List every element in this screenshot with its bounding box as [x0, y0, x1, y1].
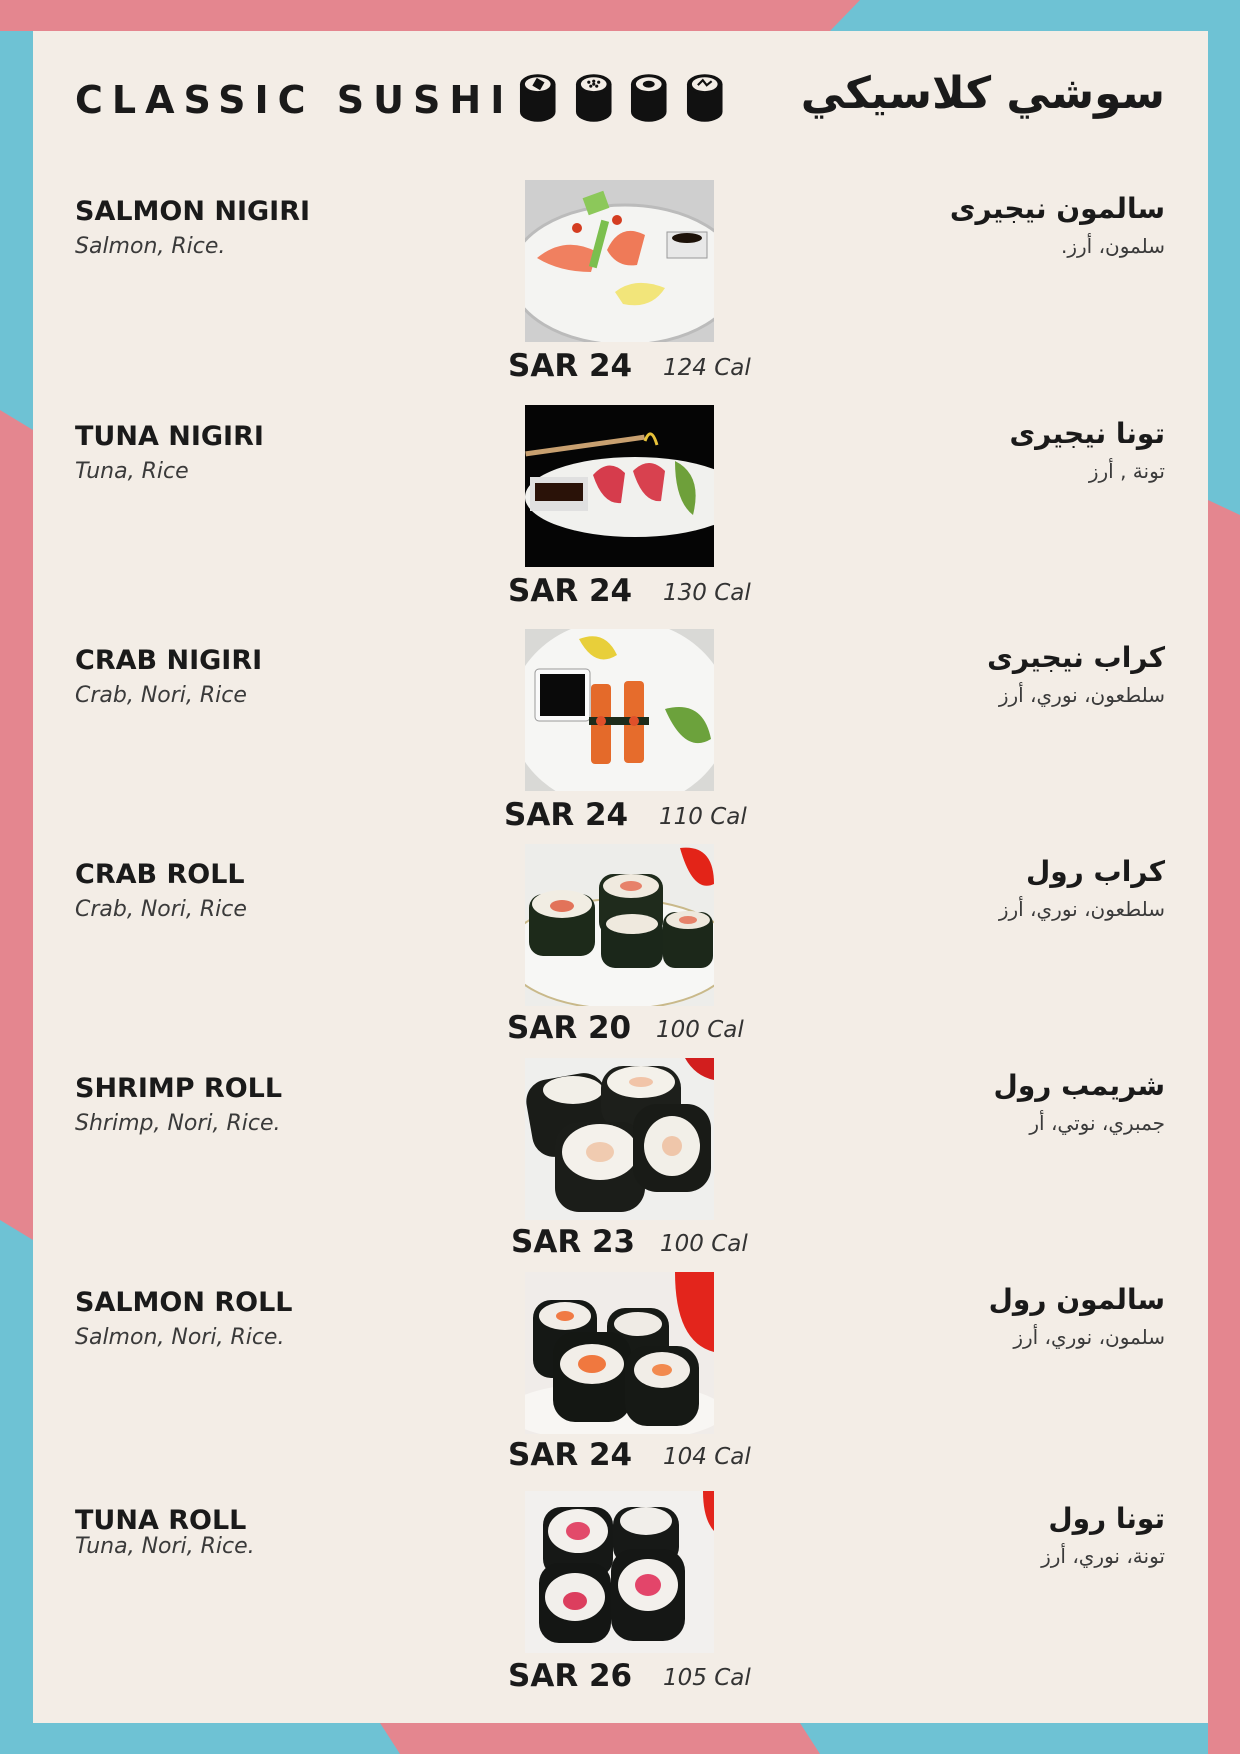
item-description: Tuna, Rice	[75, 459, 189, 484]
menu-item	[0, 641, 1240, 845]
item-name: SALMON NIGIRI	[75, 196, 311, 227]
item-description-arabic: سلطعون، نوري، أرز	[998, 897, 1165, 921]
header-icons	[518, 72, 724, 124]
item-price: SAR 24	[508, 573, 633, 609]
item-name: SHRIMP ROLL	[75, 1073, 283, 1104]
crab-nigiri-photo	[525, 629, 714, 791]
item-description-arabic: سلمون، أرز.	[1060, 234, 1165, 258]
item-calories: 100 Cal	[656, 1017, 744, 1043]
item-name-arabic: كراب رول	[1025, 855, 1165, 888]
sushi-roll-icon	[629, 72, 669, 124]
item-description: Tuna, Nori, Rice.	[75, 1534, 255, 1559]
item-price: SAR 26	[508, 1658, 633, 1694]
item-calories: 110 Cal	[659, 804, 747, 830]
item-description-arabic: تونة , أرز	[1088, 459, 1165, 483]
item-description-arabic: تونة، نوري، أرز	[1041, 1544, 1165, 1568]
item-price: SAR 24	[508, 348, 633, 384]
page-title-arabic: سوشي كلاسيكي	[800, 68, 1165, 119]
item-price: SAR 24	[504, 797, 629, 833]
menu-item	[0, 417, 1240, 621]
item-description: Crab, Nori, Rice	[75, 683, 247, 708]
item-name-arabic: تونا نيجيرى	[1009, 417, 1165, 450]
item-description-arabic: جمبري، نوتي، أر	[1029, 1111, 1165, 1135]
item-price: SAR 24	[508, 1437, 633, 1473]
menu-item	[0, 192, 1240, 396]
item-name-arabic: تونا رول	[1048, 1502, 1165, 1535]
sushi-roll-icon	[518, 72, 558, 124]
tuna-nigiri-photo	[525, 405, 714, 567]
item-description: Salmon, Nori, Rice.	[75, 1325, 285, 1350]
item-description-arabic: سلمون، نوري، أرز	[1013, 1325, 1165, 1349]
item-name-arabic: سالمون رول	[988, 1283, 1165, 1316]
item-calories: 130 Cal	[663, 580, 751, 606]
item-name-arabic: شريمب رول	[993, 1069, 1165, 1102]
item-description: Crab, Nori, Rice	[75, 897, 247, 922]
item-description-arabic: سلطعون، نوري، أرز	[998, 683, 1165, 707]
item-name-arabic: سالمون نيجيرى	[949, 192, 1165, 225]
item-price: SAR 20	[507, 1010, 632, 1046]
item-name-arabic: كراب نيجيرى	[987, 641, 1165, 674]
menu-item	[0, 1283, 1240, 1487]
menu-item	[0, 1502, 1240, 1706]
item-description: Shrimp, Nori, Rice.	[75, 1111, 281, 1136]
salmon-nigiri-photo	[525, 180, 714, 342]
salmon-roll-photo	[525, 1272, 714, 1434]
item-name: TUNA NIGIRI	[75, 421, 264, 452]
item-description: Salmon, Rice.	[75, 234, 226, 259]
crab-roll-photo	[525, 844, 714, 1006]
sushi-roll-icon	[685, 72, 725, 124]
page-title: CLASSIC SUSHI	[75, 78, 514, 122]
item-calories: 124 Cal	[663, 355, 751, 381]
item-calories: 105 Cal	[663, 1665, 751, 1691]
item-name: CRAB ROLL	[75, 859, 245, 890]
menu-item	[0, 1069, 1240, 1273]
item-name: TUNA ROLL	[75, 1505, 247, 1536]
shrimp-roll-photo	[525, 1058, 714, 1220]
item-name: SALMON ROLL	[75, 1287, 293, 1318]
item-calories: 100 Cal	[660, 1231, 748, 1257]
tuna-roll-photo	[525, 1491, 714, 1653]
item-name: CRAB NIGIRI	[75, 645, 263, 676]
sushi-roll-icon	[574, 72, 614, 124]
item-calories: 104 Cal	[663, 1444, 751, 1470]
item-price: SAR 23	[511, 1224, 636, 1260]
menu-item	[0, 855, 1240, 1059]
